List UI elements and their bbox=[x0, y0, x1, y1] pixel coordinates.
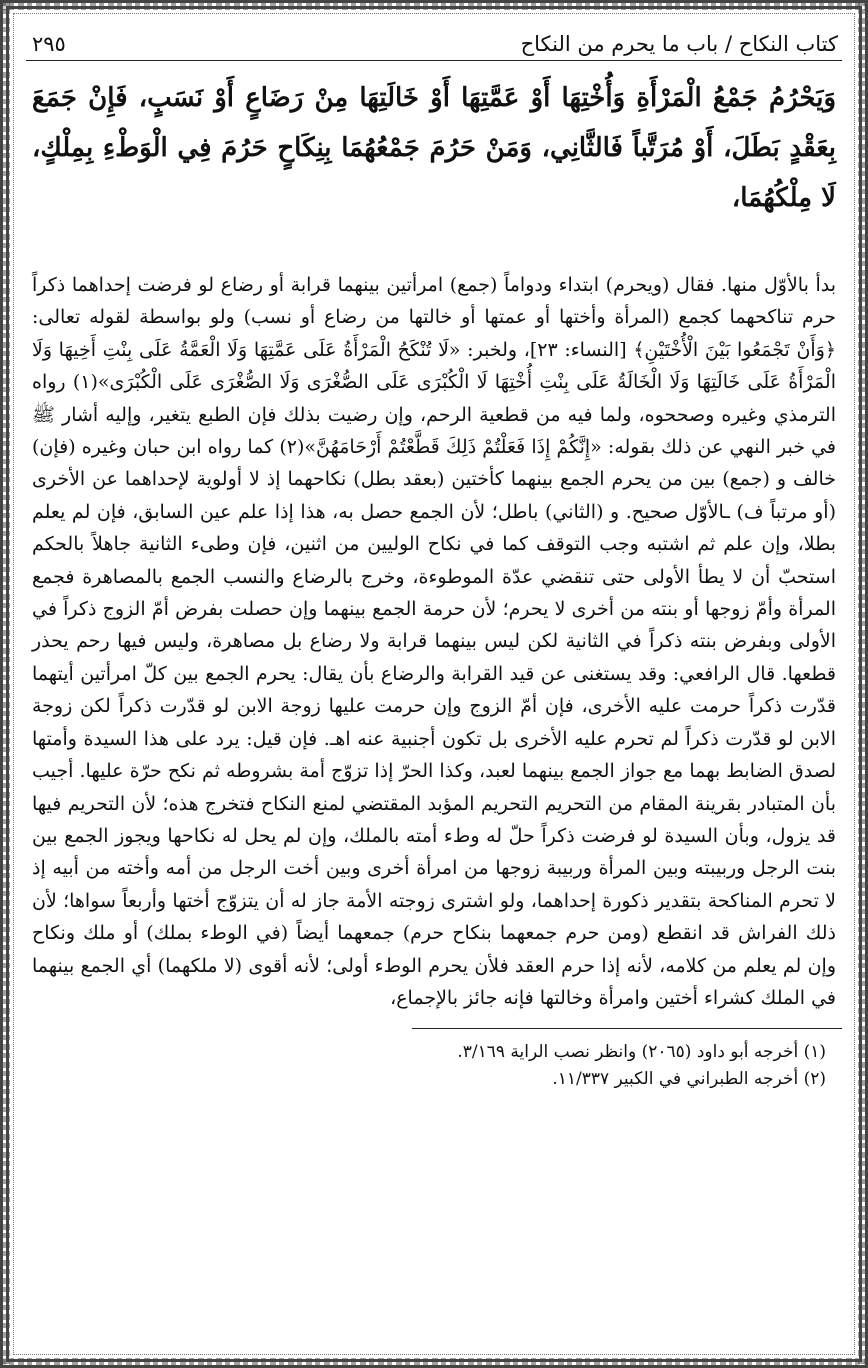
page bbox=[26, 30, 842, 1340]
footnote-divider bbox=[412, 1028, 842, 1029]
footnote-2: (٢) أخرجه الطبراني في الكبير ١١/٣٣٧. bbox=[552, 1069, 826, 1090]
sharh-text: بدأ بالأوّل منها. فقال (ويحرم) ابتداء ودواماً (جمع) امرأتين بينهما قرابة أو رضاع لو فرضت إحداهما ذكراً حرم تناكحهما كجمع (المرأة وأختها أو عمتها أو خالتها من رضاع أو نسب) ولو بواسطة لقوله تعالى: ﴿وَأَنْ تَجْمَعُوا بَيْنَ الْأُخْتَيْنِ﴾ [النساء: ٢٣]، ولخبر: «لَا تُنْكَحُ الْمَرْأَةُ عَلَى عَمَّتِهَا وَلَا الْعَمَّةُ عَلَى بِنْتِ أَخِيهَا وَلَا الْمَرْأَةُ عَلَى خَالَتِهَا وَلَا الْخَالَةُ عَلَى بِنْتِ أُخْتِهَا لَا الْكُبْرَى عَلَى الصُّغْرَى وَلَا الصُّغْرَى عَلَى الْكُبْرَى»(١) رواه الترمذي وغيره وصححوه، ولما فيه من قطعية الرحم، وإن رضيت بذلك فإن الطبع يتغير، وإليه أشار ﷺ في خبر النهي عن ذلك بقوله: «إِنَّكُمْ إِذَا فَعَلْتُمْ ذَلِكَ قَطَّعْتُمْ أَرْحَامَهُنَّ»(٢) كما رواه ابن حبان وغيره (فإن) خالف و (جمع) بين من يحرم الجمع بينهما كأختين (بعقد بطل) نكاحهما إذ لا أولوية لإحداهما عن الأخرى (أو مرتباً ف) ـالأوّل صحيح. و (الثاني) باطل؛ لأن الجمع حصل به، هذا إذا علم عين السابق، فإن لم يعلم بطلا، وإن علم ثم اشتبه وجب التوقف كما في نكاح الوليين من اثنين، فإن وطىء الثانية جاهلاً بالحكم استحبّ أن لا يطأ الأولى حتى تنقضي عدّة الموطوءة، وخرج بالرضاع والنسب الجمع بالمصاهرة فجمع المرأة وأمّ زوجها أو بنته من أخرى لا يحرم؛ لأن حرمة الجمع بينهما وإن حصلت بفرض أمّ الزوج ذكراً في الأولى وبفرض بنته ذكراً في الثانية لكن ليس بينهما قرابة ولا رضاع بل مصاهرة، وليس فيها رحم يحذر قطعها. قال الرافعي: وقد يستغنى عن قيد القرابة والرضاع بأن يقال: يحرم الجمع بين كلّ امرأتين أيتهما قدّرت ذكراً حرمت عليه الأخرى، فإن أمّ الزوج وإن حرمت عليها زوجة الابن لو قدّرت ذكراً لكن زوجة الابن لو قدّرت ذكراً لم تحرم عليه الأخرى بل تكون أجنبية عنه اهـ. فإن قيل: يرد على هذا السيدة وأمتها لصدق الضابط بهما مع جواز الجمع بينهما لعبد، وكذا الحرّ إذا تزوّج أمة بشروطه ثم نكح حرّة عليها. أجيب بأن المتبادر بقرينة المقام من التحريم التحريم المؤبد المقتضي لمنع النكاح فتخرج هذه؛ لأن التحريم فيها قد يزول، وبأن السيدة لو فرضت ذكراً حلّ له وطء أمته بالملك، وإن لم يحل له نكاحها ويجوز الجمع بين بنت الرجل وربيبته وبين المرأة وربيبة زوجها من امرأة أخرى وبين أخت الرجل من أمه وأخته من أبيه إذ لا تحرم المناكحة بتقدير ذكورة إحداهما، ولو اشترى زوجته الأمة جاز له أن يتزوّج أختها وأربعاً سواها؛ لأن ذلك الفراش قد انقطع (ومن حرم جمعهما بنكاح حرم) جمعهما أيضاً (في الوطء بملك) أو ملك ونكاح وإن لم يعلم من كلامه، لأنه إذا حرم العقد فلأن يحرم الوطء أولى؛ لأنه أقوى (لا ملكهما) أي الجمع بينهما في الملك كشراء أختين وامرأة وخالتها فإنه جائز بالإجماع، bbox=[32, 274, 837, 1009]
footnotes bbox=[26, 1039, 842, 1093]
matn-text: وَيَحْرُمُ جَمْعُ الْمَرْأَةِ وَأُخْتِهَا أَوْ عَمَّتِهَا أَوْ خَالَتِهَا مِنْ رَضَاعٍ أَوْ نَسَبٍ، فَإِنْ جَمَعَ بِعَقْدٍ بَطَلَ، أَوْ مُرَتَّباً فَالثَّانِي، وَمَنْ حَرُمَ جَمْعُهُمَا بِنِكَاحٍ حَرُمَ فِي الْوَطْءِ بِمِلْكٍ، لَا مِلْكُهُمَا، bbox=[32, 83, 836, 213]
page-number: ٢٩٥ bbox=[32, 32, 66, 56]
page-header bbox=[26, 30, 842, 61]
running-head: كتاب النكاح / باب ما يحرم من النكاح bbox=[520, 32, 838, 56]
footnote-1: (١) أخرجه أبو داود (٢٠٦٥) وانظر نصب الراية ٣/١٦٩. bbox=[457, 1042, 826, 1063]
